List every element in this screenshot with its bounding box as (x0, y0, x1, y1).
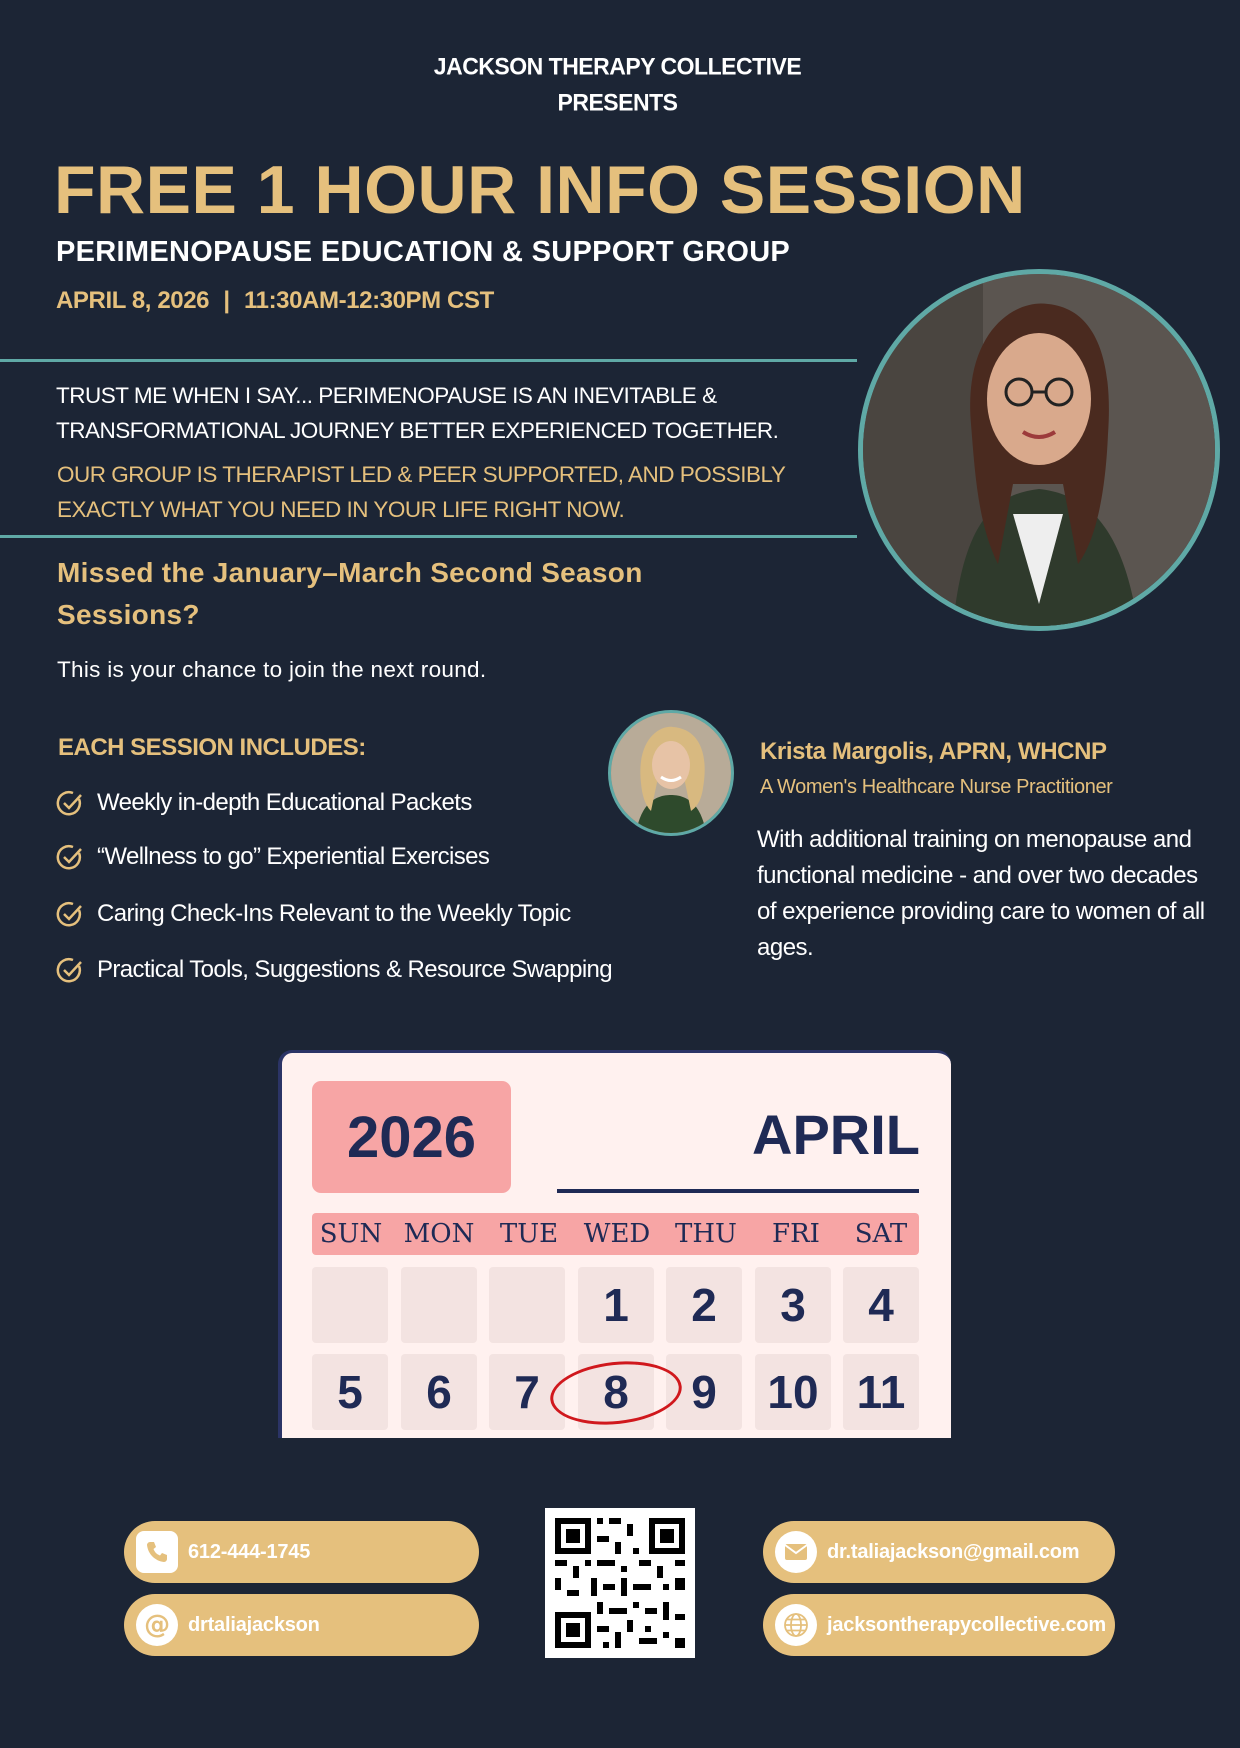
event-datetime (56, 287, 494, 315)
calendar-day: 9 (666, 1354, 742, 1430)
calendar-day: 11 (843, 1354, 919, 1430)
therapist-portrait (858, 269, 1220, 631)
include-item (56, 894, 571, 934)
missed-heading: Missed the January–March Second Season Sessions? (57, 557, 643, 630)
calendar-day: 4 (843, 1267, 919, 1343)
divider-bottom (0, 535, 857, 538)
website-contact[interactable] (763, 1594, 1115, 1656)
at-icon: @ (136, 1604, 178, 1646)
social-contact[interactable] (124, 1594, 479, 1656)
trust-statement (56, 378, 856, 448)
include-item-label: Practical Tools, Suggestions & Resource Swapping (97, 956, 613, 983)
calendar-day: 5 (312, 1354, 388, 1430)
calendar-day: 7 (489, 1354, 565, 1430)
check-circle-icon (56, 789, 84, 817)
group-line-1: OUR GROUP IS THERAPIST LED & PEER SUPPORTED, AND POSSIBLY (57, 462, 786, 487)
calendar-day: 1 (578, 1267, 654, 1343)
include-item (56, 950, 612, 990)
month-underline (557, 1189, 919, 1193)
portrait-illustration (863, 274, 1215, 626)
calendar-month: APRIL (752, 1103, 920, 1166)
presenter-bio: With additional training on menopause and functional medicine - and over two decades of experience providing care to women of all ages. (757, 826, 1205, 961)
weekday-fri: FRI (772, 1219, 820, 1249)
calendar-day: 6 (401, 1354, 477, 1430)
check-circle-icon (56, 843, 84, 871)
email-icon (775, 1531, 817, 1573)
qr-code[interactable] (545, 1508, 695, 1658)
date-separator: | (223, 287, 230, 314)
presenter-illustration (611, 713, 731, 833)
calendar-day (312, 1267, 388, 1343)
weekday-sun: SUN (319, 1219, 383, 1249)
calendar-day: 3 (755, 1267, 831, 1343)
weekday-mon: MON (403, 1219, 475, 1249)
include-item (56, 783, 472, 823)
calendar-year: 2026 (312, 1081, 511, 1193)
divider-top (0, 359, 857, 362)
qr-code-graphic (545, 1508, 695, 1658)
page-subtitle: PERIMENOPAUSE EDUCATION & SUPPORT GROUP (56, 236, 791, 268)
email-address: dr.taliajackson@gmail.com (827, 1540, 1080, 1563)
presents-label: PRESENTS (557, 88, 678, 116)
calendar-day (401, 1267, 477, 1343)
organizer (0, 48, 1235, 119)
next-round-text: This is your chance to join the next round. (57, 657, 487, 682)
event-date: APRIL 8, 2026 (56, 287, 210, 314)
email-contact[interactable] (763, 1521, 1115, 1583)
group-statement (57, 457, 857, 527)
phone-icon (136, 1531, 178, 1573)
globe-icon (775, 1604, 817, 1646)
weekday-sat: SAT (854, 1219, 908, 1249)
social-handle: drtaliajackson (188, 1613, 320, 1636)
weekday-wed: WED (583, 1219, 651, 1249)
weekday-thu: THU (675, 1219, 737, 1249)
presenter-portrait (608, 710, 734, 836)
website-url: jacksontherapycollective.com (827, 1613, 1106, 1636)
calendar-day (489, 1267, 565, 1343)
group-line-2: EXACTLY WHAT YOU NEED IN YOUR LIFE RIGHT NOW. (57, 497, 625, 522)
calendar-day: 10 (755, 1354, 831, 1430)
presenter-role: A Women's Healthcare Nurse Practitioner (760, 776, 1113, 798)
presenter-name: Krista Margolis, APRN, WHCNP (760, 738, 1107, 765)
include-item (56, 837, 489, 877)
calendar-day: 2 (666, 1267, 742, 1343)
page-title: FREE 1 HOUR INFO SESSION (54, 152, 1026, 228)
trust-line-2: TRANSFORMATIONAL JOURNEY BETTER EXPERIENCED TOGETHER. (56, 418, 779, 443)
weekday-tue: TUE (499, 1219, 559, 1249)
organizer-name: JACKSON THERAPY COLLECTIVE (433, 52, 802, 80)
include-item-label: Caring Check-Ins Relevant to the Weekly Topic (97, 900, 571, 927)
trust-line-1: TRUST ME WHEN I SAY... PERIMENOPAUSE IS AN INEVITABLE & (56, 383, 717, 408)
event-time: 11:30AM-12:30PM CST (244, 287, 494, 314)
phone-contact[interactable] (124, 1521, 479, 1583)
check-circle-icon (56, 956, 84, 984)
phone-number: 612-444-1745 (188, 1540, 311, 1563)
include-item-label: “Wellness to go” Experiential Exercises (97, 843, 490, 870)
calendar-day-highlighted: 8 (578, 1354, 654, 1430)
includes-heading: EACH SESSION INCLUDES: (58, 734, 366, 761)
include-item-label: Weekly in-depth Educational Packets (97, 789, 472, 816)
check-circle-icon (56, 900, 84, 928)
